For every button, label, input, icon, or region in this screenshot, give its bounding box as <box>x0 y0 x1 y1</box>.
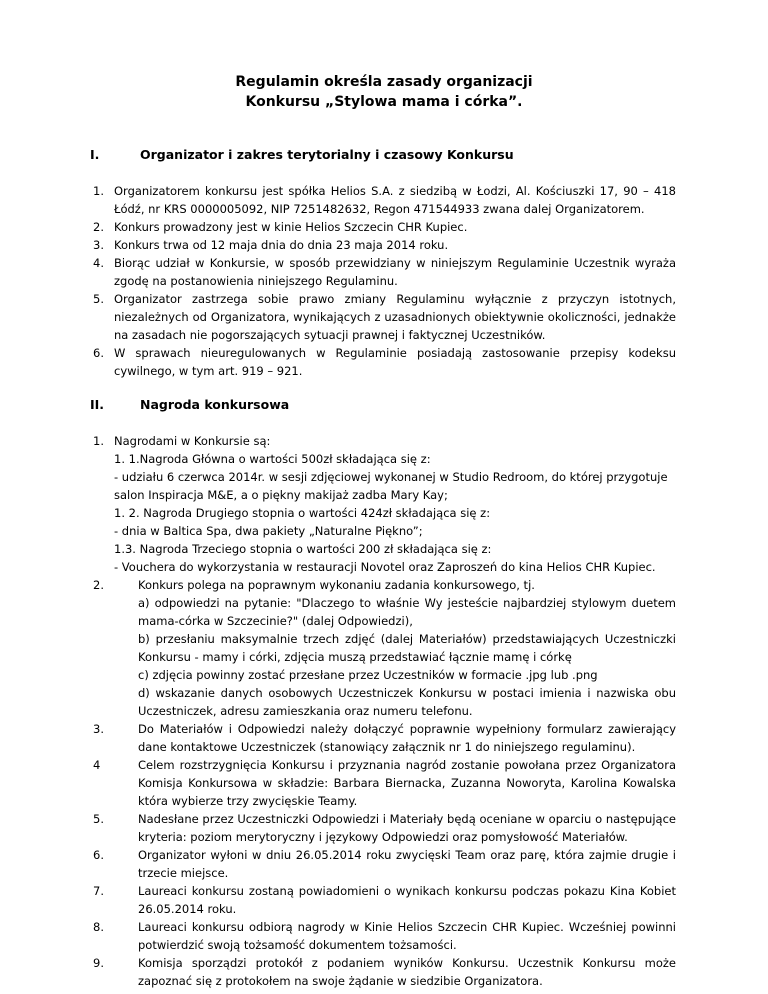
prize-line: salon Inspiracja M&E, a o piękny makijaż zadba Mary Kay; <box>114 488 448 502</box>
prize-line: - Vouchera do wykorzystania w restauracji Novotel oraz Zaproszeń do kina Helios CHR Kupiec. <box>114 560 656 574</box>
task-c: c) zdjęcia powinny zostać przesłane przez Uczestników w formacie .jpg lub .png <box>138 668 598 682</box>
list-item-number: 3. <box>93 722 104 736</box>
list-item-number: 1. <box>93 434 104 448</box>
list-item-text: Konkurs prowadzony jest w kinie Helios Szczecin CHR Kupiec. <box>114 220 468 234</box>
document-title-line1: Regulamin określa zasady organizacji <box>235 74 533 90</box>
list-item-number: 2. <box>93 578 104 592</box>
task-b: b) przesłaniu maksymalnie trzech zdjęć (dalej Materiałów) przedstawiających Uczestniczki Konkursu - mamy i córki, zdjęcia muszą przedstawiać łącznie mamę i córkę <box>138 632 676 664</box>
list-item-number: 6. <box>93 346 104 360</box>
list-item-text: Konkurs trwa od 12 maja dnia do dnia 23 maja 2014 roku. <box>114 238 449 252</box>
list-item-text: Laureaci konkursu zostaną powiadomieni o wynikach konkursu podczas pokazu Kina Kobiet 26.05.2014 roku. <box>138 884 676 916</box>
list-item-number: 6. <box>93 848 104 862</box>
section2-title: Nagroda konkursowa <box>140 397 290 412</box>
list-item-number: 7. <box>93 884 104 898</box>
list-item-number: 9. <box>93 956 104 970</box>
section1-title: Organizator i zakres terytorialny i czasowy Konkursu <box>140 147 514 162</box>
section1-number: I. <box>90 147 100 162</box>
section2-number: II. <box>90 397 105 412</box>
list-item-text: Biorąc udział w Konkursie, w sposób przewidziany w niniejszym Regulaminie Uczestnik wyraża zgodę na postanowienia niniejszego Regulaminu. <box>114 256 676 288</box>
list-item-number: 2. <box>93 220 104 234</box>
list-item-text: Do Materiałów i Odpowiedzi należy dołączyć poprawnie wypełniony formularz zawierający dane kontaktowe Uczestniczek (stanowiący załącznik nr 1 do niniejszego regulaminu). <box>138 722 676 754</box>
list-item-text: Organizator wyłoni w dniu 26.05.2014 roku zwycięski Team oraz parę, która zajmie drugie i trzecie miejsce. <box>138 848 676 880</box>
list-item-number: 8. <box>93 920 104 934</box>
task-d: d) wskazanie danych osobowych Uczestniczek Konkursu w postaci imienia i nazwiska obu Uczestniczek, adresu zamieszkania oraz numeru telefonu. <box>138 686 676 718</box>
list-item-number: 4 <box>93 758 101 772</box>
list-item-text: Organizatorem konkursu jest spółka Helios S.A. z siedzibą w Łodzi, Al. Kościuszki 17, 90 – 418 Łódź, nr KRS 0000005092, NIP 7251482632, Regon 471544933 zwana dalej Organizatorem. <box>114 184 676 216</box>
document-title-line2: Konkursu „Stylowa mama i córka”. <box>245 94 523 110</box>
prize-line: 1. 2. Nagroda Drugiego stopnia o wartości 424zł składająca się z: <box>114 506 491 520</box>
list-item-text: Organizator zastrzega sobie prawo zmiany Regulaminu wyłącznie z przyczyn istotnych, niezależnych od Organizatora, wynikających z uzasadnionych obiektywnie okoliczności, jednakże na zasadach nie pogorszających sytuacji prawnej i faktycznej Uczestników. <box>114 292 676 342</box>
list-item-number: 1. <box>93 184 104 198</box>
task-intro: Konkurs polega na poprawnym wykonaniu zadania konkursowego, tj. <box>138 578 535 592</box>
list-item-text: Celem rozstrzygnięcia Konkursu i przyznania nagród zostanie powołana przez Organizatora Komisja Konkursowa w składzie: Barbara Biernacka, Zuzanna Noworyta, Karolina Kowalska która wybierze trzy zwycięskie Teamy. <box>138 758 676 808</box>
list-item-number: 3. <box>93 238 104 252</box>
list-item-text: Laureaci konkursu odbiorą nagrody w Kinie Helios Szczecin CHR Kupiec. Wcześniej powinni potwierdzić swoją tożsamość dokumentem tożsamości. <box>138 920 676 952</box>
prizes-list <box>114 432 676 576</box>
list-item-text: W sprawach nieuregulowanych w Regulaminie posiadają zastosowanie przepisy kodeksu cywilnego, w tym art. 919 – 921. <box>114 346 676 378</box>
list-item-number: 5. <box>93 292 104 306</box>
list-item-text: Komisja sporządzi protokół z podaniem wyników Konkursu. Uczestnik Konkursu może zapoznać się z protokołem na swoje żądanie w siedzibie Organizatora. <box>138 956 676 988</box>
prize-line: - udziału 6 czerwca 2014r. w sesji zdjęciowej wykonanej w Studio Redroom, do której przygotuje <box>114 470 668 484</box>
prize-line: Nagrodami w Konkursie są: <box>114 434 271 448</box>
prize-line: 1.3. Nagroda Trzeciego stopnia o wartości 200 zł składająca się z: <box>114 542 492 556</box>
list-item-text: Nadesłane przez Uczestniczki Odpowiedzi i Materiały będą oceniane w oparciu o następujące kryteria: poziom merytoryczny i językowy Odpowiedzi oraz pomysłowość Materiałów. <box>138 812 676 844</box>
list-item-number: 5. <box>93 812 104 826</box>
prize-line: 1. 1.Nagroda Główna o wartości 500zł składająca się z: <box>114 452 431 466</box>
task-a: a) odpowiedzi na pytanie: "Dlaczego to właśnie Wy jesteście najbardziej stylowym duetem mama-córka w Szczecinie?" (dalej Odpowiedzi), <box>138 596 676 628</box>
prize-line: - dnia w Baltica Spa, dwa pakiety „Naturalne Piękno”; <box>114 524 423 538</box>
list-item-number: 4. <box>93 256 104 270</box>
